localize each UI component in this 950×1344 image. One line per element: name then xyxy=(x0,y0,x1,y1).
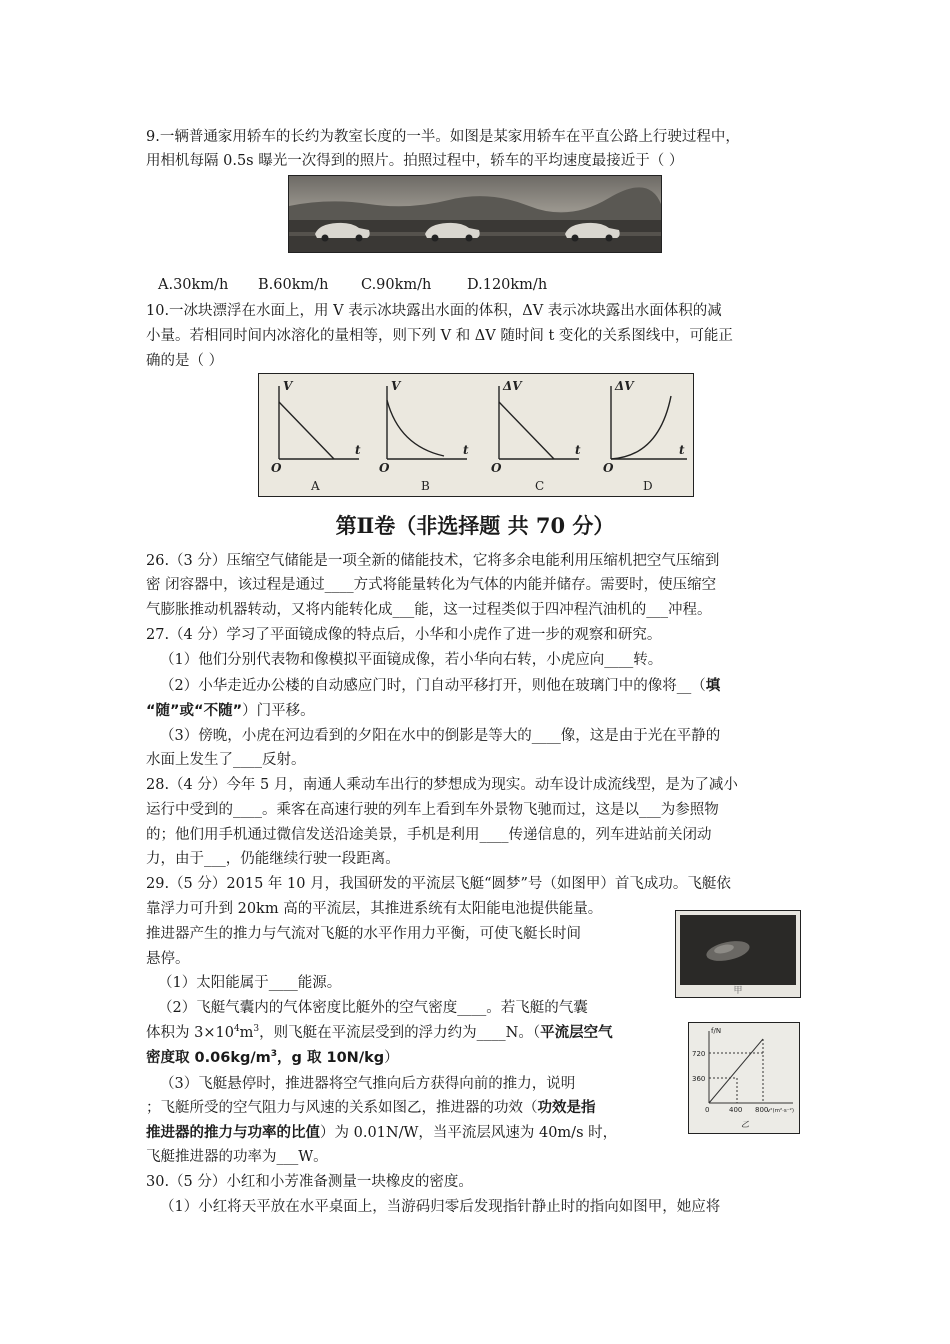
q29-line11 xyxy=(146,1123,617,1143)
q29-line5: （1）太阳能属于____能源。 xyxy=(158,975,342,991)
graph-yi-xtick-0: 0 xyxy=(705,1106,710,1114)
q29-line3: 推进器产生的推力与气流对飞艇的水平作用力平衡，可使飞艇长时间 xyxy=(146,926,581,942)
section-title: 第Ⅱ卷（非选择题 共 70 分） xyxy=(335,513,615,538)
q29-line7-sup: 4 xyxy=(233,1024,240,1035)
graph-b-xlabel: t xyxy=(463,443,469,457)
airship-photo-image xyxy=(680,915,796,985)
q27-line5: （3）傍晚，小虎在河边看到的夕阳在水中的倒影是等大的____像，这是由于光在平静的 xyxy=(160,728,721,744)
q29-line10-a: ；飞艇所受的空气阻力与风速的关系如图乙，推进器的功效（ xyxy=(146,1100,538,1116)
q9-option-d: D.120km/h xyxy=(467,277,548,293)
q29-line4: 悬停。 xyxy=(146,951,190,967)
q29-line11-b: ）为 0.01N/W，当平流层风速为 40m/s 时， xyxy=(320,1125,618,1141)
graph-a-xlabel: t xyxy=(355,443,361,457)
graph-yi-svg xyxy=(689,1023,799,1133)
graph-a-line xyxy=(279,402,334,459)
q27-line3 xyxy=(160,676,720,696)
graph-yi-xtick-800: 800 xyxy=(755,1106,769,1114)
q27-line1: 27.（4 分）学习了平面镜成像的特点后，小华和小虎作了进一步的观察和研究。 xyxy=(146,627,662,643)
graph-yi-xtick-400: 400 xyxy=(729,1106,743,1114)
q27-line4 xyxy=(146,701,315,721)
q29-line12: 飞艇推进器的功率为___W。 xyxy=(146,1149,328,1165)
graph-a-origin: O xyxy=(271,461,282,475)
graph-c-xlabel: t xyxy=(575,443,581,457)
q30-line2: （1）小红将天平放在水平桌面上，当游码归零后发现指针静止时的指向如图甲，她应将 xyxy=(160,1199,721,1215)
q29-line8-c: ） xyxy=(384,1050,399,1066)
graph-c-ylabel: ΔV xyxy=(503,379,522,393)
q29-line7-bold: 平流层空气 xyxy=(540,1025,613,1041)
q27-line4-text: ）门平移。 xyxy=(242,703,315,719)
q29-graph-yi xyxy=(688,1022,800,1134)
q10-line3: 确的是（ ） xyxy=(146,353,224,369)
q10-line1: 10.一冰块漂浮在水面上，用 V 表示冰块露出水面的体积，ΔV 表示冰块露出水面体积的减 xyxy=(146,303,722,319)
graph-b-curve xyxy=(387,400,444,456)
q28-line2: 运行中受到的____。乘客在高速行驶的列车上看到车外景物飞驰而过，这是以___为参照物 xyxy=(146,802,719,818)
q29-line7-a: 体积为 3×10 xyxy=(146,1025,234,1041)
graph-d-xlabel: t xyxy=(679,443,685,457)
q29-line1: 29.（5 分）2015 年 10 月，我国研发的平流层飞艇“圆梦”号（如图甲）首飞成功。飞艇依 xyxy=(146,876,731,892)
q29-line8-b: ，g 取 10N/kg xyxy=(277,1050,385,1066)
q29-airship-photo xyxy=(675,910,801,998)
graph-a-label: A xyxy=(311,479,320,493)
q29-line2: 靠浮力可升到 20km 高的平流层，其推进系统有太阳能电池提供能量。 xyxy=(146,901,603,917)
q27-line3-text: （2）小华走近办公楼的自动感应门时，门自动平移打开，则他在玻璃门中的像将__（ xyxy=(160,678,706,694)
q27-line3-bold: 填 xyxy=(705,678,721,694)
q9-option-b: B.60km/h xyxy=(258,277,329,293)
graph-yi-ytick-720: 720 xyxy=(692,1050,706,1058)
graph-yi-xlabel: v²(m²·s⁻²) xyxy=(767,1108,795,1114)
q28-line3: 的；他们用手机通过微信发送沿途美景，手机是利用____传递信息的，列车进站前关闭动 xyxy=(146,827,712,843)
q29-line10-bold: 功效是指 xyxy=(537,1100,596,1116)
graph-c-line xyxy=(499,402,554,459)
q9-car-photo xyxy=(288,175,662,253)
q26-line1: 26.（3 分）压缩空气储能是一项全新的储能技术，它将多余电能利用压缩机把空气压缩到 xyxy=(146,553,720,569)
graph-d-label: D xyxy=(643,479,653,493)
q29-line7 xyxy=(146,1023,613,1043)
q29-line8-a: 密度取 0.06kg/m xyxy=(146,1050,271,1066)
q29-line9: （3）飞艇悬停时，推进器将空气推向后方获得向前的推力，说明 xyxy=(160,1076,576,1092)
q30-line1: 30.（5 分）小红和小芳准备测量一块橡皮的密度。 xyxy=(146,1174,473,1190)
q9-line1: 9.一辆普通家用轿车的长约为教室长度的一半。如图是某家用轿车在平直公路上行驶过程中， xyxy=(146,129,740,145)
graph-b-label: B xyxy=(421,479,430,493)
q29-line11-bold: 推进器的推力与功率的比值 xyxy=(146,1125,320,1141)
graph-b-ylabel: V xyxy=(391,379,401,393)
q29-line8-sup: 3 xyxy=(270,1049,278,1060)
q28-line4: 力，由于___，仍能继续行驶一段距离。 xyxy=(146,851,400,867)
q10-graphs-figure xyxy=(258,373,694,497)
q26-line3: 气膨胀推动机器转动，又将内能转化成___能，这一过程类似于四冲程汽油机的___冲程。 xyxy=(146,602,712,618)
graph-d-curve xyxy=(611,396,671,459)
fig-yi-label: 乙 xyxy=(741,1120,749,1129)
q10-graphs-svg xyxy=(259,374,693,496)
graph-b-origin: O xyxy=(379,461,390,475)
q9-line2: 用相机每隔 0.5s 曝光一次得到的照片。拍照过程中，轿车的平均速度最接近于（ ） xyxy=(146,153,684,169)
q28-line1: 28.（4 分）今年 5 月，南通人乘动车出行的梦想成为现实。动车设计成流线型，是为了减小 xyxy=(146,777,738,793)
graph-d-origin: O xyxy=(603,461,614,475)
car-photo-image xyxy=(289,176,661,252)
graph-c-origin: O xyxy=(491,461,502,475)
fig-jia-label: 甲 xyxy=(733,986,743,996)
q29-line10 xyxy=(146,1098,596,1118)
q27-line6: 水面上发生了____反射。 xyxy=(146,752,306,768)
graph-yi-ytick-360: 360 xyxy=(692,1075,706,1083)
q26-line2: 密 闭容器中，该过程是通过____方式将能量转化为气体的内能并储存。需要时，使压缩空 xyxy=(146,577,717,593)
q9-option-c: C.90km/h xyxy=(361,277,432,293)
graph-yi-ylabel: f/N xyxy=(711,1027,722,1035)
graph-d-ylabel: ΔV xyxy=(615,379,634,393)
graph-yi-line xyxy=(709,1039,763,1103)
q29-line7-sup2: 3 xyxy=(253,1024,260,1035)
q29-line8 xyxy=(146,1048,399,1068)
q9-option-a: A.30km/h xyxy=(158,277,229,293)
q29-line7-b: m xyxy=(239,1025,254,1041)
q27-line2: （1）他们分别代表物和像模拟平面镜成像，若小华向右转，小虎应向____转。 xyxy=(160,652,663,668)
q29-line7-c: ，则飞艇在平流层受到的浮力约为____N。（ xyxy=(259,1025,541,1041)
q27-line4-bold: “随”或“不随” xyxy=(146,703,243,719)
q29-line6: （2）飞艇气囊内的气体密度比艇外的空气密度____。若飞艇的气囊 xyxy=(158,1000,588,1016)
graph-c-label: C xyxy=(535,479,545,493)
graph-a-ylabel: V xyxy=(283,379,293,393)
q10-line2: 小量。若相同时间内冰溶化的量相等，则下列 V 和 ΔV 随时间 t 变化的关系图线中，可能正 xyxy=(146,328,733,344)
